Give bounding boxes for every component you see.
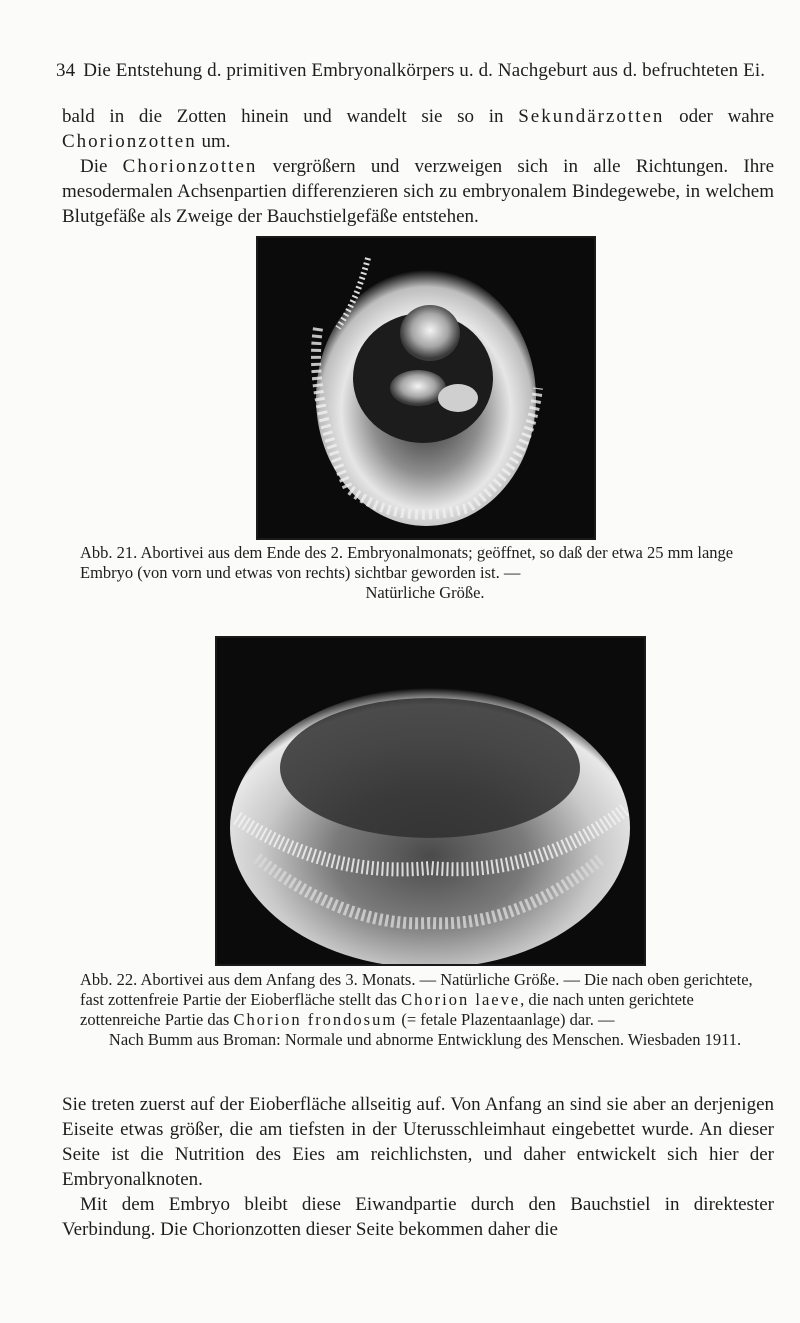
paragraph-text: Die [80,156,123,177]
figure-21-caption [80,543,770,603]
paragraph-2 [62,154,774,229]
figure-22-photo [215,636,646,966]
spaced-term: Chorion laeve [401,990,521,1009]
paragraph-text: vergrößern und verzweigen sich in alle Richtungen. Ihre mesodermalen Achsenpartien differenzieren sich zu embryonalem Bindegewebe, in welchem Blutgefäße als Zweige der Bauchstielgefäße entstehen. [62,156,775,227]
caption-text: Abb. 21. Abortivei aus dem Ende des 2. Embryonalmonats; geöffnet, so daß der etwa 25 mm lange Embryo (von vorn und etwas von rechts) sichtbar geworden ist. — [80,543,734,582]
caption-text: Abb. 22. Abortivei aus dem Anfang des 3. Monats. — Natürliche Größe. — Die nach oben gerichtete, fast zottenfreie Partie der Eioberfläche stellt das [80,970,753,1009]
spaced-term: Sekundärzotten [518,106,665,127]
paragraph-4 [62,1192,774,1242]
paragraph-text: Mit dem Embryo bleibt diese Eiwandpartie durch den Bauchstiel in direktester Verbindung. Die Chorionzotten dieser Seite bekommen daher die [62,1194,774,1240]
spaced-term: Chorionzotten [62,131,197,152]
spaced-term: Chorionzotten [122,156,258,177]
paragraph-text: um. [196,131,231,152]
page-number: 34 [56,60,76,81]
paragraph-1 [62,104,774,154]
running-header [56,60,766,82]
paragraph-text: Sie treten zuerst auf der Eioberfläche allseitig auf. Von Anfang an sind sie aber an derjenigen Eiseite etwas größer, die am tiefsten in der Uterusschleimhaut eingebettet wurde. An dieser Seite ist die Nutrition des Eies am reichlichsten, und daher entwickelt sich hier der Embryonalknoten. [62,1094,774,1190]
caption-text: (= fetale Plazentaanlage) dar. — [397,1010,615,1029]
caption-text: , die nach unten gerichtete zottenreiche Partie das [80,990,694,1029]
paragraph-3 [62,1092,774,1192]
caption-text: Natürliche Größe. [365,583,485,602]
running-title: Die Entstehung d. primitiven Embryonalkörpers u. d. Nachgeburt aus d. befruchteten Ei. [83,60,766,81]
paragraph-text: oder wahre [664,106,774,127]
figure-22-caption [80,970,770,1050]
spaced-term: Chorion frondosum [233,1010,398,1029]
figure-21-photo [256,236,596,540]
egg-photo-image [217,638,644,964]
caption-source: Nach Bumm aus Broman: Normale und abnorme Entwicklung des Menschen. Wiesbaden 1911. [108,1030,742,1049]
embryo-photo-image [258,238,594,538]
paragraph-text: bald in die Zotten hinein und wandelt sie so in [62,106,519,127]
